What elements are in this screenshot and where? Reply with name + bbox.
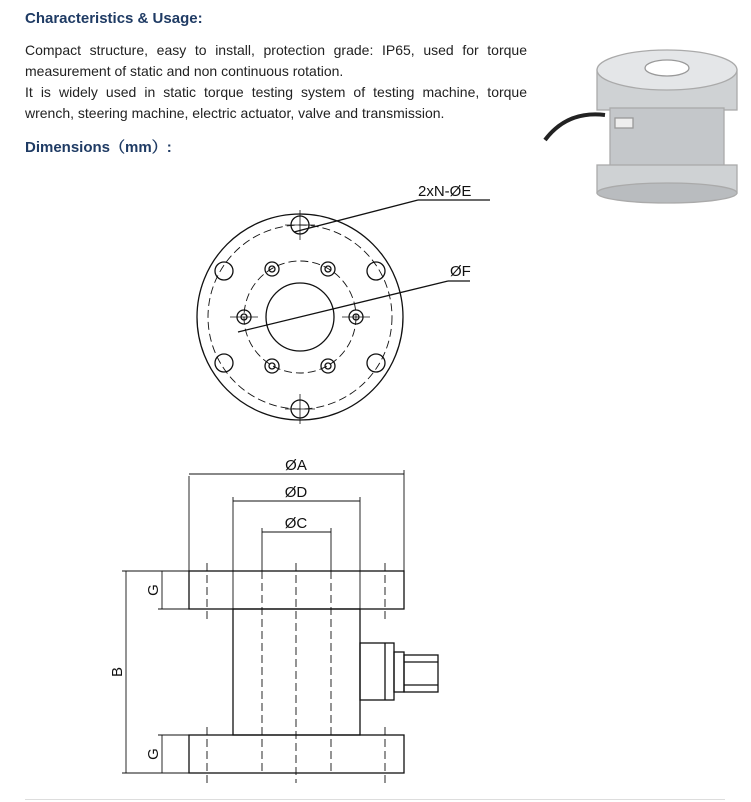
- b-label: B: [109, 666, 126, 678]
- holes-label: 2xN-ØE: [418, 183, 472, 200]
- a-label: ØA: [285, 457, 307, 474]
- c-label: ØC: [284, 515, 308, 532]
- description-line: measurement of static and non continuous rotation.: [25, 63, 344, 79]
- side-view-drawing: [109, 457, 438, 783]
- f-label: ØF: [450, 263, 471, 280]
- top-view-drawing: [197, 183, 490, 424]
- section-heading-dimensions: Dimensions（mm）:: [25, 139, 172, 156]
- description-line: wrench, steering machine, electric actuator, valve and transmission.: [25, 105, 445, 121]
- d-label: ØD: [284, 484, 308, 501]
- product-photo: [545, 50, 737, 203]
- g-label-top: G: [145, 584, 162, 596]
- description-line: It is widely used in static torque testing system of testing machine, torque: [25, 84, 527, 100]
- divider: [25, 799, 725, 800]
- section-heading-characteristics: Characteristics & Usage:: [25, 10, 203, 27]
- g-label-bottom: G: [145, 748, 162, 760]
- description-line: Compact structure, easy to install, protection grade: IP65, used for torque: [25, 42, 527, 58]
